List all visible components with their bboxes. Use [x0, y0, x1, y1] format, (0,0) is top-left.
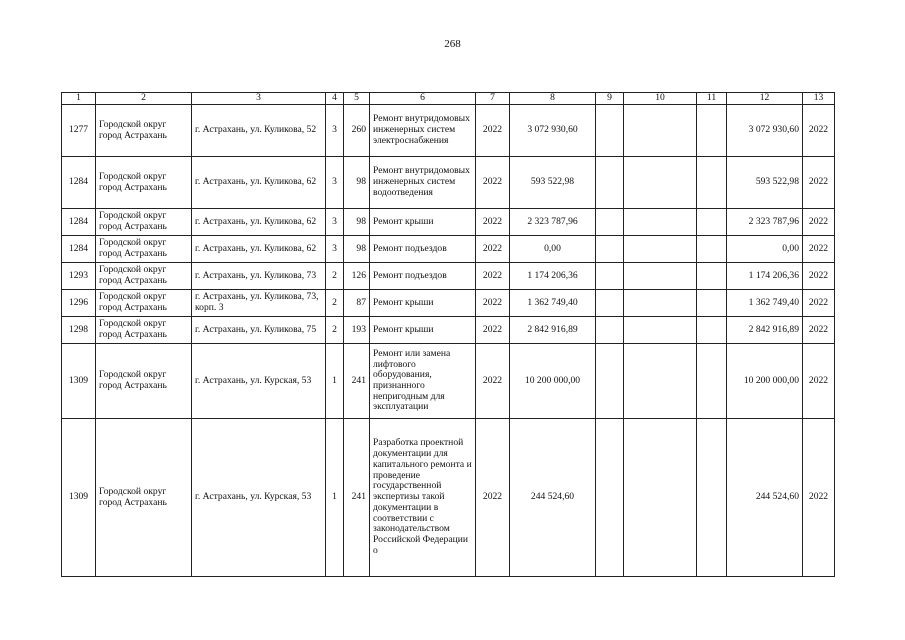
- table-cell: Городской округ город Астрахань: [96, 157, 192, 209]
- table-cell: 10 200 000,00: [727, 344, 803, 419]
- table-cell: 2 323 787,96: [727, 209, 803, 236]
- table-cell: 3 072 930,60: [727, 105, 803, 157]
- table-cell: 1309: [62, 344, 96, 419]
- table-cell: 1284: [62, 236, 96, 263]
- table-cell: г. Астрахань, ул. Куликова, 62: [192, 236, 326, 263]
- table-cell: [697, 344, 727, 419]
- table-row: [62, 236, 835, 263]
- column-header: 4: [326, 93, 344, 105]
- table-cell: 1284: [62, 157, 96, 209]
- table-cell: 3 072 930,60: [510, 105, 596, 157]
- table-cell: 1 174 206,36: [510, 263, 596, 290]
- table-cell: г. Астрахань, ул. Курская, 53: [192, 344, 326, 419]
- table-cell: Городской округ город Астрахань: [96, 419, 192, 577]
- table-cell: Ремонт крыши: [370, 209, 476, 236]
- table-cell: Городской округ город Астрахань: [96, 105, 192, 157]
- table-cell: [624, 209, 697, 236]
- table-cell: 1296: [62, 290, 96, 317]
- table-cell: 2022: [803, 157, 835, 209]
- table-cell: 3: [326, 105, 344, 157]
- table-cell: Ремонт крыши: [370, 317, 476, 344]
- table-cell: 1277: [62, 105, 96, 157]
- table-cell: 1298: [62, 317, 96, 344]
- table-cell: 0,00: [727, 236, 803, 263]
- table-cell: 2 842 916,89: [510, 317, 596, 344]
- column-header: 6: [370, 93, 476, 105]
- table-cell: 2022: [803, 419, 835, 577]
- table-cell: [596, 317, 624, 344]
- table-cell: 2022: [803, 209, 835, 236]
- table-row: [62, 419, 835, 577]
- table-cell: 2022: [803, 290, 835, 317]
- table-cell: [596, 209, 624, 236]
- table-cell: 1309: [62, 419, 96, 577]
- column-header: 13: [803, 93, 835, 105]
- column-header: 11: [697, 93, 727, 105]
- table-cell: 2 323 787,96: [510, 209, 596, 236]
- table-cell: Ремонт внутридомовых инженерных систем водоотведения: [370, 157, 476, 209]
- table-cell: 87: [344, 290, 370, 317]
- table-cell: [596, 157, 624, 209]
- table-cell: [624, 105, 697, 157]
- table-cell: 2: [326, 317, 344, 344]
- table-cell: 2022: [476, 419, 510, 577]
- table-cell: 244 524,60: [510, 419, 596, 577]
- table-cell: Ремонт или замена лифтового оборудования, признанного непригодным для эксплуатации: [370, 344, 476, 419]
- table-cell: 2022: [476, 290, 510, 317]
- table-cell: 1293: [62, 263, 96, 290]
- column-header: 9: [596, 93, 624, 105]
- table-cell: 2 842 916,89: [727, 317, 803, 344]
- table-cell: [697, 157, 727, 209]
- table-cell: 1 362 749,40: [727, 290, 803, 317]
- table-cell: г. Астрахань, ул. Курская, 53: [192, 419, 326, 577]
- table-cell: 3: [326, 209, 344, 236]
- table-cell: 2: [326, 263, 344, 290]
- table-row: [62, 290, 835, 317]
- table-cell: Городской округ город Астрахань: [96, 209, 192, 236]
- table-cell: 1284: [62, 209, 96, 236]
- table-cell: 98: [344, 209, 370, 236]
- table-cell: 2022: [803, 263, 835, 290]
- table-cell: 0,00: [510, 236, 596, 263]
- table-cell: 2: [326, 290, 344, 317]
- table-cell: 1 174 206,36: [727, 263, 803, 290]
- table-cell: [697, 263, 727, 290]
- table-cell: 241: [344, 344, 370, 419]
- table-cell: [596, 290, 624, 317]
- table-cell: 244 524,60: [727, 419, 803, 577]
- table-cell: 2022: [476, 263, 510, 290]
- table-cell: 3: [326, 236, 344, 263]
- table-cell: [697, 105, 727, 157]
- table-cell: 10 200 000,00: [510, 344, 596, 419]
- column-header: 8: [510, 93, 596, 105]
- table-cell: [624, 157, 697, 209]
- table-cell: 193: [344, 317, 370, 344]
- table-cell: [697, 317, 727, 344]
- table-cell: Городской округ город Астрахань: [96, 263, 192, 290]
- table-cell: 98: [344, 157, 370, 209]
- table-cell: [624, 236, 697, 263]
- table-cell: 98: [344, 236, 370, 263]
- table-cell: [624, 317, 697, 344]
- table-cell: [596, 263, 624, 290]
- table-cell: 593 522,98: [727, 157, 803, 209]
- table-cell: 2022: [476, 317, 510, 344]
- table-cell: 241: [344, 419, 370, 577]
- table-cell: г. Астрахань, ул. Куликова, 73, корп. 3: [192, 290, 326, 317]
- table-cell: 1: [326, 344, 344, 419]
- table-cell: Городской округ город Астрахань: [96, 290, 192, 317]
- table-cell: 260: [344, 105, 370, 157]
- table-cell: [624, 419, 697, 577]
- table-cell: [596, 236, 624, 263]
- table-cell: Ремонт подъездов: [370, 263, 476, 290]
- table-cell: 2022: [476, 157, 510, 209]
- table-cell: Разработка проектной документации для капитального ремонта и проведение государственной экспертизы такой документации в соответствии с законодательством Российской Федерации о: [370, 419, 476, 577]
- table-cell: [596, 344, 624, 419]
- table-cell: [697, 209, 727, 236]
- table-cell: 2022: [476, 105, 510, 157]
- table-cell: Ремонт подъездов: [370, 236, 476, 263]
- column-header: 7: [476, 93, 510, 105]
- table-cell: г. Астрахань, ул. Куликова, 62: [192, 209, 326, 236]
- column-header: 2: [96, 93, 192, 105]
- table-cell: 2022: [803, 105, 835, 157]
- table-cell: [624, 344, 697, 419]
- table-cell: 2022: [803, 344, 835, 419]
- table-cell: г. Астрахань, ул. Куликова, 52: [192, 105, 326, 157]
- table-cell: 1: [326, 419, 344, 577]
- table-row: [62, 209, 835, 236]
- column-header: 3: [192, 93, 326, 105]
- table-row: [62, 157, 835, 209]
- table-cell: [624, 290, 697, 317]
- table-cell: Городской округ город Астрахань: [96, 317, 192, 344]
- table-cell: 3: [326, 157, 344, 209]
- table-cell: г. Астрахань, ул. Куликова, 75: [192, 317, 326, 344]
- table-cell: [697, 290, 727, 317]
- table-cell: [624, 263, 697, 290]
- table-cell: Городской округ город Астрахань: [96, 236, 192, 263]
- table-cell: Ремонт крыши: [370, 290, 476, 317]
- page-number: 268: [444, 38, 461, 50]
- table-cell: [596, 105, 624, 157]
- table-cell: [697, 419, 727, 577]
- table-cell: 593 522,98: [510, 157, 596, 209]
- table-cell: 1 362 749,40: [510, 290, 596, 317]
- table-cell: 2022: [803, 317, 835, 344]
- table-cell: [596, 419, 624, 577]
- column-header: 10: [624, 93, 697, 105]
- table-cell: г. Астрахань, ул. Куликова, 73: [192, 263, 326, 290]
- table-row: [62, 105, 835, 157]
- table-cell: 126: [344, 263, 370, 290]
- table-cell: 2022: [476, 236, 510, 263]
- table-cell: [697, 236, 727, 263]
- repair-registry-table: [61, 92, 835, 577]
- table-cell: Ремонт внутридомовых инженерных систем электроснабжения: [370, 105, 476, 157]
- column-header: 1: [62, 93, 96, 105]
- column-header: 12: [727, 93, 803, 105]
- table-cell: 2022: [803, 236, 835, 263]
- table-cell: 2022: [476, 344, 510, 419]
- table-row: [62, 263, 835, 290]
- table-row: [62, 344, 835, 419]
- table-cell: Городской округ город Астрахань: [96, 344, 192, 419]
- column-number-header-row: [62, 93, 835, 105]
- column-header: 5: [344, 93, 370, 105]
- table-row: [62, 317, 835, 344]
- table-cell: 2022: [476, 209, 510, 236]
- table-cell: г. Астрахань, ул. Куликова, 62: [192, 157, 326, 209]
